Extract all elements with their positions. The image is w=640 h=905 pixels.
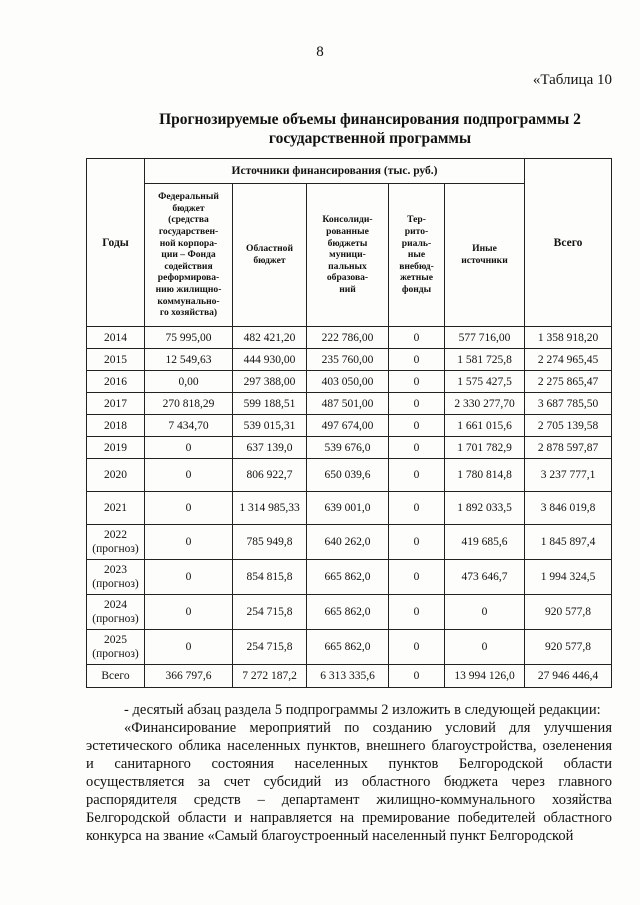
table-row bbox=[87, 595, 612, 630]
cell-total: 920 577,8 bbox=[525, 595, 612, 630]
year-note: (прогноз) bbox=[92, 648, 139, 660]
paragraph-line: «Финансирование мероприятий по созданию условий для улучшения bbox=[124, 720, 612, 736]
cell-federal: 75 995,00 bbox=[145, 327, 233, 349]
header-line: риаль- bbox=[401, 237, 432, 249]
cell-other: 1 780 814,8 bbox=[445, 459, 525, 492]
cell-territorial: 0 bbox=[389, 393, 445, 415]
table-title-line-2: государственной программы bbox=[268, 130, 472, 147]
header-line: ний bbox=[339, 283, 356, 295]
cell-federal: 0 bbox=[145, 459, 233, 492]
cell-year bbox=[87, 595, 145, 630]
year-value: 2015 bbox=[104, 353, 127, 366]
header-years: Годы bbox=[87, 159, 145, 327]
cell-total: 1 845 897,4 bbox=[525, 525, 612, 560]
paragraph-1: - десятый абзац раздела 5 подпрограммы 2 изложить в следующей редакции: bbox=[124, 702, 601, 718]
cell-regional: 539 015,31 bbox=[233, 415, 307, 437]
cell-regional: 637 139,0 bbox=[233, 437, 307, 459]
cell-total: 1 358 918,20 bbox=[525, 327, 612, 349]
cell-territorial: 0 bbox=[389, 415, 445, 437]
header-line: пальных bbox=[328, 260, 367, 272]
cell-regional: 297 388,00 bbox=[233, 371, 307, 393]
header-line: (средства bbox=[168, 214, 209, 226]
paragraph-line: Белгородской области и направляется на премирование победителей областного bbox=[86, 810, 612, 826]
cell-territorial: 0 bbox=[389, 630, 445, 665]
cell-territorial: 0 bbox=[389, 437, 445, 459]
cell-other: 1 661 015,6 bbox=[445, 415, 525, 437]
cell-municipal: 497 674,00 bbox=[307, 415, 389, 437]
table-title bbox=[120, 110, 620, 148]
year-value: 2016 bbox=[104, 375, 127, 388]
paragraph-line: распорядителя средств – департамент жилищно-коммунального хозяйства bbox=[86, 792, 612, 808]
cell-federal: 0 bbox=[145, 492, 233, 525]
cell-territorial: 0 bbox=[389, 560, 445, 595]
header-line: го хозяйства) bbox=[159, 307, 218, 319]
header-line: бюджет bbox=[172, 202, 205, 214]
table-title-line-1: Прогнозируемые объемы финансирования подпрограммы 2 bbox=[159, 111, 581, 128]
cell-territorial: 0 bbox=[389, 327, 445, 349]
cell-other: 1 701 782,9 bbox=[445, 437, 525, 459]
header-line: Федеральный bbox=[158, 191, 219, 203]
table-row bbox=[87, 393, 612, 415]
paragraph-line: и санитарного состояния населенных пунктов Белгородской области bbox=[86, 756, 612, 772]
cell-federal: 0 bbox=[145, 437, 233, 459]
cell-total: 2 274 965,45 bbox=[525, 349, 612, 371]
cell-total-municipal: 6 313 335,6 bbox=[307, 665, 389, 688]
cell-regional: 482 421,20 bbox=[233, 327, 307, 349]
header-line: жетные bbox=[399, 272, 434, 284]
cell-territorial: 0 bbox=[389, 492, 445, 525]
cell-federal: 0,00 bbox=[145, 371, 233, 393]
cell-year bbox=[87, 327, 145, 349]
cell-total: 2 878 597,87 bbox=[525, 437, 612, 459]
table-row bbox=[87, 371, 612, 393]
year-value: 2022 bbox=[104, 529, 127, 541]
header-line: нию жилищно- bbox=[155, 283, 222, 295]
cell-regional: 599 188,51 bbox=[233, 393, 307, 415]
cell-total: 920 577,8 bbox=[525, 630, 612, 665]
year-value: 2023 bbox=[104, 564, 127, 576]
table-row bbox=[87, 492, 612, 525]
cell-total-total: 27 946 446,4 bbox=[525, 665, 612, 688]
header-total: Всего bbox=[525, 159, 612, 327]
cell-municipal: 235 760,00 bbox=[307, 349, 389, 371]
table-row bbox=[87, 459, 612, 492]
cell-total: 2 705 139,58 bbox=[525, 415, 612, 437]
header-federal bbox=[145, 184, 233, 327]
cell-total: 3 237 777,1 bbox=[525, 459, 612, 492]
cell-year bbox=[87, 415, 145, 437]
header-other bbox=[445, 184, 525, 327]
year-note: (прогноз) bbox=[92, 543, 139, 555]
cell-federal: 0 bbox=[145, 525, 233, 560]
cell-municipal: 650 039,6 bbox=[307, 459, 389, 492]
header-line: внебюд- bbox=[399, 260, 434, 272]
cell-other: 2 330 277,70 bbox=[445, 393, 525, 415]
cell-total-other: 13 994 126,0 bbox=[445, 665, 525, 688]
header-territorial bbox=[389, 184, 445, 327]
table-row bbox=[87, 630, 612, 665]
financing-table bbox=[86, 158, 612, 688]
year-value: 2017 bbox=[104, 397, 127, 410]
table-row bbox=[87, 349, 612, 371]
cell-year bbox=[87, 492, 145, 525]
cell-regional: 1 314 985,33 bbox=[233, 492, 307, 525]
table-row bbox=[87, 560, 612, 595]
cell-federal: 0 bbox=[145, 595, 233, 630]
cell-year bbox=[87, 525, 145, 560]
cell-municipal: 639 001,0 bbox=[307, 492, 389, 525]
header-line: образова- bbox=[326, 272, 369, 284]
cell-year bbox=[87, 560, 145, 595]
paragraph-line: эстетического облика населенных пунктов, внешнего благоустройства, озеленения bbox=[86, 738, 612, 754]
cell-other: 1 892 033,5 bbox=[445, 492, 525, 525]
year-value: 2025 bbox=[104, 634, 127, 646]
cell-total-regional: 7 272 187,2 bbox=[233, 665, 307, 688]
cell-regional: 444 930,00 bbox=[233, 349, 307, 371]
cell-municipal: 640 262,0 bbox=[307, 525, 389, 560]
header-line: государствен- bbox=[158, 226, 219, 238]
cell-total: 3 846 019,8 bbox=[525, 492, 612, 525]
table-row bbox=[87, 525, 612, 560]
cell-municipal: 665 862,0 bbox=[307, 595, 389, 630]
cell-year bbox=[87, 393, 145, 415]
cell-total: 2 275 865,47 bbox=[525, 371, 612, 393]
header-line: Консолиди- bbox=[322, 214, 373, 226]
cell-regional: 785 949,8 bbox=[233, 525, 307, 560]
cell-total-territorial: 0 bbox=[389, 665, 445, 688]
cell-regional: 854 815,8 bbox=[233, 560, 307, 595]
header-line: Тер- bbox=[407, 214, 426, 226]
table-total-row bbox=[87, 665, 612, 688]
year-value: 2018 bbox=[104, 419, 127, 432]
paragraph-line: осуществляется за счет субсидий из областного бюджета через главного bbox=[86, 774, 612, 790]
cell-total: 3 687 785,50 bbox=[525, 393, 612, 415]
header-line: рито- bbox=[404, 226, 429, 238]
cell-territorial: 0 bbox=[389, 595, 445, 630]
cell-other: 0 bbox=[445, 630, 525, 665]
cell-regional: 806 922,7 bbox=[233, 459, 307, 492]
body-text bbox=[86, 701, 612, 845]
header-line: бюджет bbox=[253, 255, 286, 266]
page-number: 8 bbox=[316, 44, 324, 60]
cell-total-federal: 366 797,6 bbox=[145, 665, 233, 688]
cell-other: 1 581 725,8 bbox=[445, 349, 525, 371]
cell-federal: 12 549,63 bbox=[145, 349, 233, 371]
year-value: 2020 bbox=[104, 469, 127, 481]
table-row bbox=[87, 437, 612, 459]
header-line: реформирова- bbox=[157, 272, 220, 284]
cell-year bbox=[87, 630, 145, 665]
header-sources: Источники финансирования (тыс. руб.) bbox=[145, 159, 525, 184]
header-line: фонды bbox=[401, 283, 432, 295]
cell-regional: 254 715,8 bbox=[233, 630, 307, 665]
header-line: ные bbox=[407, 249, 426, 261]
cell-other: 419 685,6 bbox=[445, 525, 525, 560]
table-row bbox=[87, 415, 612, 437]
cell-municipal: 222 786,00 bbox=[307, 327, 389, 349]
header-line: бюджеты bbox=[327, 237, 368, 249]
header-line: ции – Фонда bbox=[161, 249, 216, 261]
cell-federal: 270 818,29 bbox=[145, 393, 233, 415]
header-line: источники bbox=[461, 255, 508, 266]
cell-year bbox=[87, 371, 145, 393]
cell-municipal: 487 501,00 bbox=[307, 393, 389, 415]
header-line: муници- bbox=[329, 249, 366, 261]
cell-other: 577 716,00 bbox=[445, 327, 525, 349]
cell-regional: 254 715,8 bbox=[233, 595, 307, 630]
header-line: ной корпора- bbox=[159, 237, 218, 249]
year-value: 2021 bbox=[104, 502, 127, 514]
cell-year bbox=[87, 459, 145, 492]
year-value: 2024 bbox=[104, 599, 127, 611]
cell-total: 1 994 324,5 bbox=[525, 560, 612, 595]
cell-territorial: 0 bbox=[389, 349, 445, 371]
cell-federal: 0 bbox=[145, 560, 233, 595]
year-note: (прогноз) bbox=[92, 578, 139, 590]
cell-year bbox=[87, 349, 145, 371]
cell-other: 0 bbox=[445, 595, 525, 630]
cell-year bbox=[87, 437, 145, 459]
header-regional bbox=[233, 184, 307, 327]
header-line: содействия bbox=[164, 260, 213, 272]
cell-other: 1 575 427,5 bbox=[445, 371, 525, 393]
cell-municipal: 539 676,0 bbox=[307, 437, 389, 459]
cell-territorial: 0 bbox=[389, 371, 445, 393]
table-row bbox=[87, 327, 612, 349]
paragraph-2 bbox=[86, 719, 612, 845]
cell-municipal: 403 050,00 bbox=[307, 371, 389, 393]
year-value: 2014 bbox=[104, 331, 127, 344]
cell-total-label: Всего bbox=[87, 665, 145, 688]
table-label: «Таблица 10 bbox=[532, 72, 612, 88]
header-line: Областной bbox=[245, 243, 294, 255]
cell-federal: 0 bbox=[145, 630, 233, 665]
header-line: коммунально- bbox=[157, 295, 220, 307]
cell-municipal: 665 862,0 bbox=[307, 560, 389, 595]
header-line: Иные bbox=[472, 243, 497, 255]
header-line: рованные bbox=[326, 226, 369, 238]
cell-territorial: 0 bbox=[389, 525, 445, 560]
header-municipal bbox=[307, 184, 389, 327]
paragraph-line: конкурса на звание «Самый благоустроенный населенный пункт Белгородской bbox=[86, 828, 574, 844]
year-note: (прогноз) bbox=[92, 613, 139, 625]
year-value: 2019 bbox=[104, 441, 127, 454]
cell-other: 473 646,7 bbox=[445, 560, 525, 595]
cell-municipal: 665 862,0 bbox=[307, 630, 389, 665]
cell-federal: 7 434,70 bbox=[145, 415, 233, 437]
table-body bbox=[87, 327, 612, 688]
cell-territorial: 0 bbox=[389, 459, 445, 492]
